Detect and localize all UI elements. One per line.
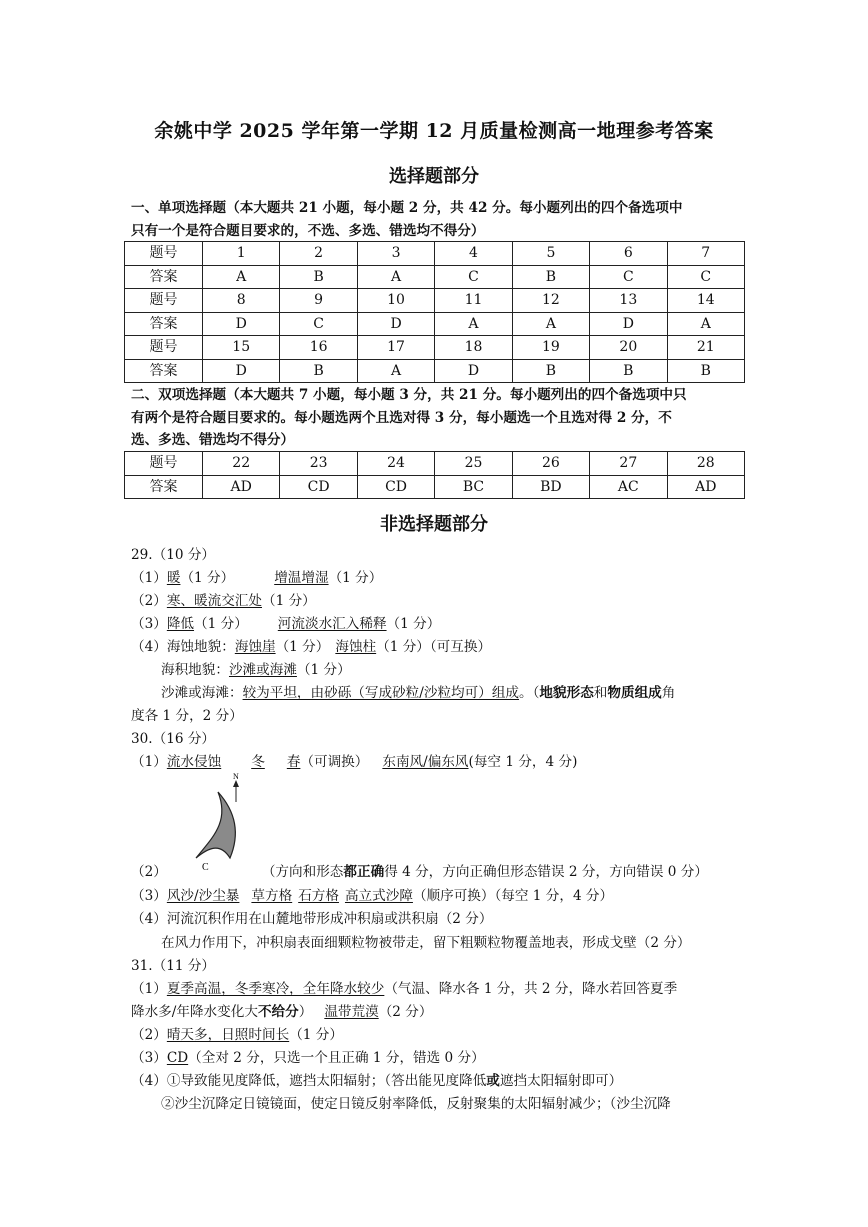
question-number-cell: 15 bbox=[203, 336, 280, 360]
answer-cell: D bbox=[357, 312, 434, 336]
table-row bbox=[125, 289, 745, 313]
question-number-cell: 28 bbox=[667, 452, 744, 476]
answer-cell: D bbox=[203, 312, 280, 336]
answer-cell: A bbox=[512, 312, 589, 336]
answer-cell: D bbox=[203, 359, 280, 383]
answer-cell: B bbox=[667, 359, 744, 383]
table-row bbox=[125, 359, 745, 383]
question-number-cell: 10 bbox=[357, 289, 434, 313]
part2-intro-line: 选、多选、错选均不得分） bbox=[131, 432, 295, 448]
question-number-cell: 8 bbox=[203, 289, 280, 313]
q30-line-3: （3）风沙/沙尘暴 草方格 石方格 高立式沙障（顺序可换）（每空 1 分，4 分） bbox=[131, 888, 614, 904]
answer-cell: B bbox=[512, 265, 589, 289]
q31-header: 31.（11 分） bbox=[131, 958, 216, 974]
answer-cell: B bbox=[590, 359, 667, 383]
question-number-cell: 11 bbox=[435, 289, 512, 313]
q30-header: 30.（16 分） bbox=[131, 731, 216, 747]
row-label: 题号 bbox=[125, 452, 203, 476]
q30-line-2: （2） （方向和形态都正确得 4 分，方向正确但形态错误 2 分，方向错误 0 分） bbox=[131, 864, 708, 880]
row-label: 题号 bbox=[125, 242, 203, 266]
table-row bbox=[125, 265, 745, 289]
question-number-cell: 22 bbox=[203, 452, 280, 476]
q29-line-2: （2）寒、暖流交汇处（1 分） bbox=[131, 593, 316, 609]
q31-line-3: （2）晴天多，日照时间长（1 分） bbox=[131, 1027, 343, 1043]
question-number-cell: 7 bbox=[667, 242, 744, 266]
question-number-cell: 18 bbox=[435, 336, 512, 360]
answer-cell: D bbox=[435, 359, 512, 383]
q31-line-6: ②沙尘沉降定日镜镜面，使定日镜反射率降低，反射聚集的太阳辐射减少；（沙尘沉降 bbox=[161, 1096, 671, 1112]
part2-intro-line: 二、双项选择题（本大题共 7 小题，每小题 3 分，共 21 分。每小题列出的四个备选项中只 bbox=[131, 387, 687, 403]
answer-cell: AD bbox=[667, 475, 744, 499]
answer-cell: A bbox=[435, 312, 512, 336]
answer-cell: AC bbox=[590, 475, 667, 499]
question-number-cell: 23 bbox=[280, 452, 357, 476]
row-label: 答案 bbox=[125, 359, 203, 383]
question-number-cell: 16 bbox=[280, 336, 357, 360]
answer-cell: A bbox=[667, 312, 744, 336]
question-number-cell: 1 bbox=[203, 242, 280, 266]
table-row bbox=[125, 312, 745, 336]
answer-cell: A bbox=[357, 265, 434, 289]
q31-line-4: （3）CD（全对 2 分，只选一个且正确 1 分，错选 0 分） bbox=[131, 1050, 485, 1066]
page-title: 余姚中学 2025 学年第一学期 12 月质量检测高一地理参考答案 bbox=[154, 120, 714, 142]
question-number-cell: 5 bbox=[512, 242, 589, 266]
q29-header: 29.（10 分） bbox=[131, 547, 216, 563]
answer-cell: BD bbox=[512, 475, 589, 499]
answer-cell: B bbox=[280, 359, 357, 383]
part1-intro-line: 只有一个是符合题目要求的，不选、多选、错选均不得分） bbox=[131, 222, 485, 239]
point-label-c: C bbox=[202, 862, 209, 872]
q29-line-7: 度各 1 分，2 分） bbox=[131, 708, 243, 724]
answer-cell: CD bbox=[280, 475, 357, 499]
table-row bbox=[125, 242, 745, 266]
answer-cell: D bbox=[590, 312, 667, 336]
answer-cell: AD bbox=[203, 475, 280, 499]
part2-intro-line: 有两个是符合题目要求的。每小题选两个且选对得 3 分，每小题选一个且选对得 2 分，不 bbox=[131, 409, 672, 426]
row-label: 答案 bbox=[125, 265, 203, 289]
answer-cell: A bbox=[203, 265, 280, 289]
answer-cell: CD bbox=[357, 475, 434, 499]
q29-line-5: 海积地貌：沙滩或海滩（1 分） bbox=[161, 662, 351, 678]
q29-line-1: （1）暖（1 分） 增温增湿（1 分） bbox=[131, 570, 383, 586]
table-row bbox=[125, 336, 745, 360]
answer-cell: A bbox=[357, 359, 434, 383]
q30-line-1: （1）流水侵蚀 冬 春（可调换） 东南风/偏东风(每空 1 分，4 分) bbox=[131, 754, 578, 770]
part2-intro bbox=[131, 384, 751, 452]
row-label: 答案 bbox=[125, 312, 203, 336]
question-number-cell: 14 bbox=[667, 289, 744, 313]
section-title-choice: 选择题部分 bbox=[389, 166, 479, 187]
question-number-cell: 6 bbox=[590, 242, 667, 266]
question-number-cell: 19 bbox=[512, 336, 589, 360]
question-number-cell: 3 bbox=[357, 242, 434, 266]
question-number-cell: 4 bbox=[435, 242, 512, 266]
question-number-cell: 17 bbox=[357, 336, 434, 360]
north-label: N bbox=[233, 772, 239, 781]
answer-cell: C bbox=[280, 312, 357, 336]
north-arrow-head bbox=[233, 780, 239, 787]
table-row bbox=[125, 475, 745, 499]
question-number-cell: 21 bbox=[667, 336, 744, 360]
single-choice-answer-table bbox=[124, 241, 745, 383]
answer-cell: B bbox=[512, 359, 589, 383]
q29-line-4: （4）海蚀地貌：海蚀崖（1 分） 海蚀柱（1 分）（可互换） bbox=[131, 639, 492, 655]
answer-cell: BC bbox=[435, 475, 512, 499]
table-row bbox=[125, 452, 745, 476]
dune-shape bbox=[196, 792, 235, 858]
q31-line-1: （1）夏季高温，冬季寒冷，全年降水较少（气温、降水各 1 分，共 2 分，降水若回答夏季 bbox=[131, 981, 678, 997]
section-title-nonchoice: 非选择题部分 bbox=[380, 514, 488, 535]
q30-line-5: 在风力作用下，冲积扇表面细颗粒物被带走，留下粗颗粒物覆盖地表，形成戈壁（2 分） bbox=[161, 935, 691, 951]
question-number-cell: 24 bbox=[357, 452, 434, 476]
question-number-cell: 9 bbox=[280, 289, 357, 313]
q29-line-6: 沙滩或海滩：较为平坦，由砂砾（写成砂粒/沙粒均可）组成。（地貌形态和物质组成角 bbox=[161, 685, 676, 701]
row-label: 题号 bbox=[125, 289, 203, 313]
q31-line-2: 降水多/年降水变化大不给分） 温带荒漠（2 分） bbox=[131, 1004, 433, 1020]
question-number-cell: 13 bbox=[590, 289, 667, 313]
part1-intro-line: 一、单项选择题（本大题共 21 小题，每小题 2 分，共 42 分。每小题列出的四个备选项中 bbox=[131, 200, 683, 216]
answer-cell: C bbox=[590, 265, 667, 289]
answer-cell: C bbox=[667, 265, 744, 289]
q30-line-4: （4）河流沉积作用在山麓地带形成冲积扇或洪积扇（2 分） bbox=[131, 911, 493, 927]
answer-cell: B bbox=[280, 265, 357, 289]
question-number-cell: 12 bbox=[512, 289, 589, 313]
q29-line-3: （3）降低（1 分） 河流淡水汇入稀释（1 分） bbox=[131, 616, 441, 632]
question-number-cell: 27 bbox=[590, 452, 667, 476]
part1-intro bbox=[131, 197, 746, 242]
question-number-cell: 2 bbox=[280, 242, 357, 266]
row-label: 题号 bbox=[125, 336, 203, 360]
answer-cell: C bbox=[435, 265, 512, 289]
q31-line-5: （4）①导致能见度降低，遮挡太阳辐射；（答出能见度降低或遮挡太阳辐射即可） bbox=[131, 1073, 623, 1089]
question-number-cell: 26 bbox=[512, 452, 589, 476]
double-choice-answer-table bbox=[124, 451, 745, 499]
question-number-cell: 25 bbox=[435, 452, 512, 476]
row-label: 答案 bbox=[125, 475, 203, 499]
question-number-cell: 20 bbox=[590, 336, 667, 360]
barchan-dune-figure bbox=[168, 772, 248, 872]
